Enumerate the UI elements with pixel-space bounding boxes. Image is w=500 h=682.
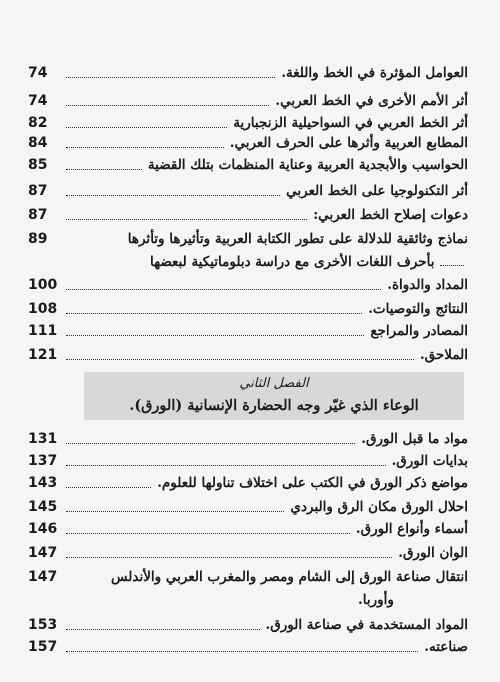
toc-entry-continuation — [150, 252, 468, 272]
toc-entry — [28, 496, 468, 518]
toc-entry-page: 111 — [28, 323, 58, 339]
toc-entry-title: مواد ما قبل الورق. — [361, 431, 468, 447]
toc-entry-title: المداد والدواة. — [387, 277, 468, 293]
dot-leader — [66, 147, 224, 148]
toc-entry-title: أثر الأمم الأخرى في الخط العربي. — [275, 93, 468, 109]
toc-entry-page: 82 — [28, 115, 48, 131]
toc-entry-page: 153 — [28, 617, 58, 633]
toc-entry-title: مواضع ذكر الورق في الكتب على اختلاف تناولها للعلوم. — [157, 475, 468, 491]
toc-entry-page: 131 — [28, 431, 58, 447]
toc-entry — [28, 614, 468, 636]
chapter-title: الوعاء الذي غيّر وجه الحضارة الإنسانية (الورق). — [129, 397, 419, 414]
dot-leader — [66, 289, 381, 290]
toc-entry — [28, 320, 468, 342]
toc-entry — [28, 228, 468, 250]
toc-entry-title: أسماء وأنواع الورق. — [355, 521, 468, 537]
toc-entry — [28, 428, 468, 450]
dot-leader — [66, 105, 269, 106]
toc-entry — [28, 90, 468, 112]
dot-leader — [66, 443, 355, 444]
toc-entry-title: المواد المستخدمة في صناعة الورق. — [265, 617, 468, 633]
dot-leader — [66, 77, 275, 78]
dot-leader — [66, 557, 392, 558]
toc-entry — [28, 636, 468, 658]
toc-entry-page: 100 — [28, 277, 58, 293]
toc-entry-title: أثر الخط العربي في السواحيلية الزنجبارية — [233, 115, 468, 131]
toc-entry-title: المصادر والمراجع — [370, 323, 468, 339]
toc-entry-title: الملاحق. — [419, 347, 468, 363]
toc-entry-page: 84 — [28, 135, 48, 151]
toc-entry-page: 74 — [28, 65, 48, 81]
toc-entry-title: الحواسيب والأبجدية العربية وعناية المنظمات بتلك القضية — [147, 157, 468, 173]
dot-leader — [66, 465, 386, 466]
dot-leader — [66, 219, 307, 220]
toc-entry-page: 108 — [28, 301, 58, 317]
toc-entry-title: العوامل المؤثرة في الخط واللغة. — [281, 65, 468, 81]
toc-entry-title: المطابع العربية وأثرها على الحرف العربي. — [229, 135, 468, 151]
toc-entry-page: 87 — [28, 183, 48, 199]
dot-leader — [66, 195, 280, 196]
toc-entry — [28, 154, 468, 176]
chapter-banner — [84, 372, 464, 420]
toc-entry-title: دعوات إصلاح الخط العربي: — [313, 207, 468, 223]
dot-leader — [66, 313, 362, 314]
toc-entry-page: 145 — [28, 499, 58, 515]
toc-entry-continuation — [358, 590, 496, 610]
toc-entry — [28, 518, 468, 540]
dot-leader — [66, 629, 260, 630]
toc-entry — [28, 180, 468, 202]
toc-entry-page: 143 — [28, 475, 58, 491]
toc-entry-page: 74 — [28, 93, 48, 109]
toc-entry-continuation-text: بأحرف اللغات الأخرى مع دراسة دبلوماتيكية لبعضها — [150, 254, 435, 270]
toc-entry-page: 121 — [28, 347, 58, 363]
toc-entry-page: 147 — [28, 569, 58, 585]
toc-entry — [28, 112, 468, 134]
toc-entry-title: احلال الورق مكان الرق والبردي — [290, 499, 468, 515]
dot-leader — [66, 335, 364, 336]
dot-leader — [66, 359, 414, 360]
toc-entry-continuation-text: وأوربا. — [358, 592, 394, 608]
toc-entry-page: 87 — [28, 207, 48, 223]
toc-entry-title: انتقال صناعة الورق إلى الشام ومصر والمغرب العربي والأندلس — [111, 569, 468, 585]
toc-entry-title: صناعته. — [424, 639, 468, 655]
toc-entry — [28, 542, 468, 564]
dot-leader — [66, 127, 227, 128]
toc-entry — [28, 344, 468, 366]
toc-entry — [28, 472, 468, 494]
toc-entry — [28, 274, 468, 296]
toc-entry-title: النتائج والتوصيات. — [368, 301, 468, 317]
toc-entry-title: نماذج وثائقية للدلالة على تطور الكتابة العربية وتأثيرها وتأثرها — [127, 231, 468, 247]
toc-entry — [28, 62, 468, 84]
toc-entry-page: 89 — [28, 231, 48, 247]
dot-leader — [440, 265, 464, 266]
toc-entry — [28, 450, 468, 472]
dot-leader — [66, 533, 350, 534]
toc-entry — [28, 132, 468, 154]
toc-entry-page: 157 — [28, 639, 58, 655]
toc-entry-page: 146 — [28, 521, 58, 537]
dot-leader — [66, 651, 418, 652]
toc-entry-page: 137 — [28, 453, 58, 469]
dot-leader — [66, 487, 151, 488]
toc-entry-title: أثر التكنولوجيا على الخط العربي — [286, 183, 468, 199]
dot-leader — [66, 169, 142, 170]
chapter-label: الفصل الثاني — [239, 376, 309, 391]
dot-leader — [66, 511, 284, 512]
toc-entry-title: بدايات الورق. — [391, 453, 468, 469]
toc-entry-page: 147 — [28, 545, 58, 561]
toc-entry-page: 85 — [28, 157, 48, 173]
toc-entry — [28, 204, 468, 226]
toc-entry-title: الوان الورق. — [398, 545, 468, 561]
toc-entry — [28, 566, 468, 588]
toc-entry — [28, 298, 468, 320]
